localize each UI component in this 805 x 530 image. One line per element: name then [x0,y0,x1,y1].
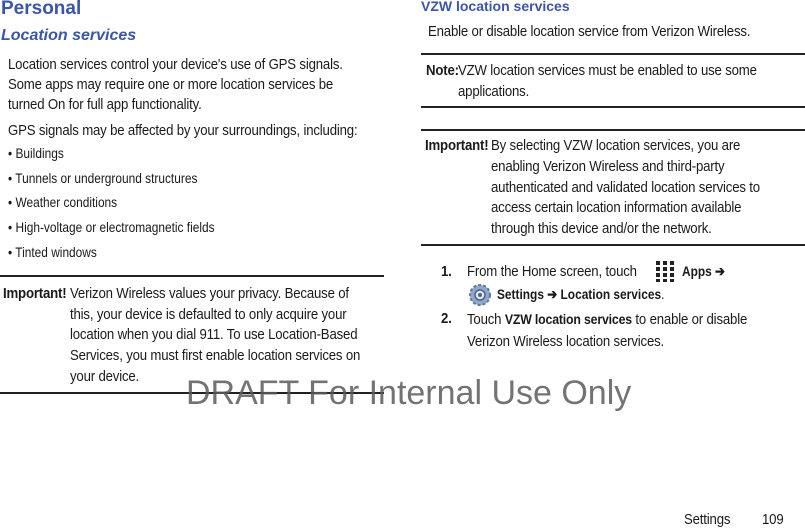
step2-text-a: Touch [467,311,502,328]
para1-line2: Some apps may require one or more location services be [8,76,334,93]
para2: GPS signals may be affected by your surroundings, including: [8,122,358,139]
important-line: access certain location information available [491,199,742,216]
bullet-text: Buildings [15,145,64,161]
important-line: enabling Verizon Wireless and third-party [491,158,725,175]
step1-number: 1. [441,263,452,280]
divider [421,53,805,55]
note-label: Note: [426,62,459,79]
vzw-location-services-label: VZW location services [504,311,632,327]
important-label-left: Important! [3,285,67,302]
arrow-icon: ➔ [715,263,726,279]
important-line: through this device and/or the network. [491,220,712,237]
apps-label: Apps [682,263,712,279]
para1-line1: Location services control your device's use of GPS signals. [8,56,343,73]
important-line: By selecting VZW location services, you are [491,137,741,154]
footer-section: Settings [684,511,731,528]
draft-watermark: DRAFT For Internal Use Only [186,374,632,412]
bullet-text: Weather conditions [15,194,118,210]
important-line: location when you dial 911. To use Location-Based [70,326,358,343]
vzw-intro: Enable or disable location service from Verizon Wireless. [428,23,751,40]
bullet-text: High-voltage or electromagnetic fields [15,219,215,235]
important-line: Verizon Wireless values your privacy. Because of [70,285,349,302]
divider [0,275,384,277]
important-label-right: Important! [425,137,489,154]
step1-text: From the Home screen, touch [467,263,637,280]
settings-label: Settings [497,286,544,302]
step1-apps-label [682,262,725,280]
settings-gear-icon [467,283,493,307]
subsection-title: Location services [1,27,137,44]
divider [421,106,805,108]
important-line: your device. [70,368,140,385]
bullet-item: • Buildings [8,145,64,161]
important-line: this, your device is defaulted to only acquire your [70,306,347,323]
step2-text [467,309,747,330]
important-line: authenticated and validated location services to [491,179,760,196]
note-line: VZW location services must be enabled to use some [458,62,757,79]
bullet-item: • Tinted windows [8,244,97,260]
bullet-item: • Weather conditions [8,194,118,210]
step1-settings-path [497,285,664,303]
bullet-item: • High-voltage or electromagnetic fields [8,219,215,235]
para1-line3: turned On for full app functionality. [8,96,202,113]
important-line: Services, you must first enable location services on [70,347,361,364]
step2-text-b: to enable or disable [635,311,748,328]
bullet-text: Tunnels or underground structures [15,170,198,186]
location-services-label: Location services [560,286,662,302]
divider [421,244,805,246]
step2-number: 2. [441,310,452,327]
bullet-text: Tinted windows [15,244,97,260]
section-title: Personal [1,0,82,19]
note-line: applications. [458,83,530,100]
apps-grid-icon [654,259,676,283]
step1-period: . [661,286,665,302]
divider [421,129,805,131]
bullet-item: • Tunnels or underground structures [8,170,198,186]
page-number: 109 [762,511,784,528]
arrow-icon: ➔ [547,286,558,302]
step2-line2: Verizon Wireless location services. [467,333,665,350]
vzw-heading: VZW location services [421,0,570,14]
